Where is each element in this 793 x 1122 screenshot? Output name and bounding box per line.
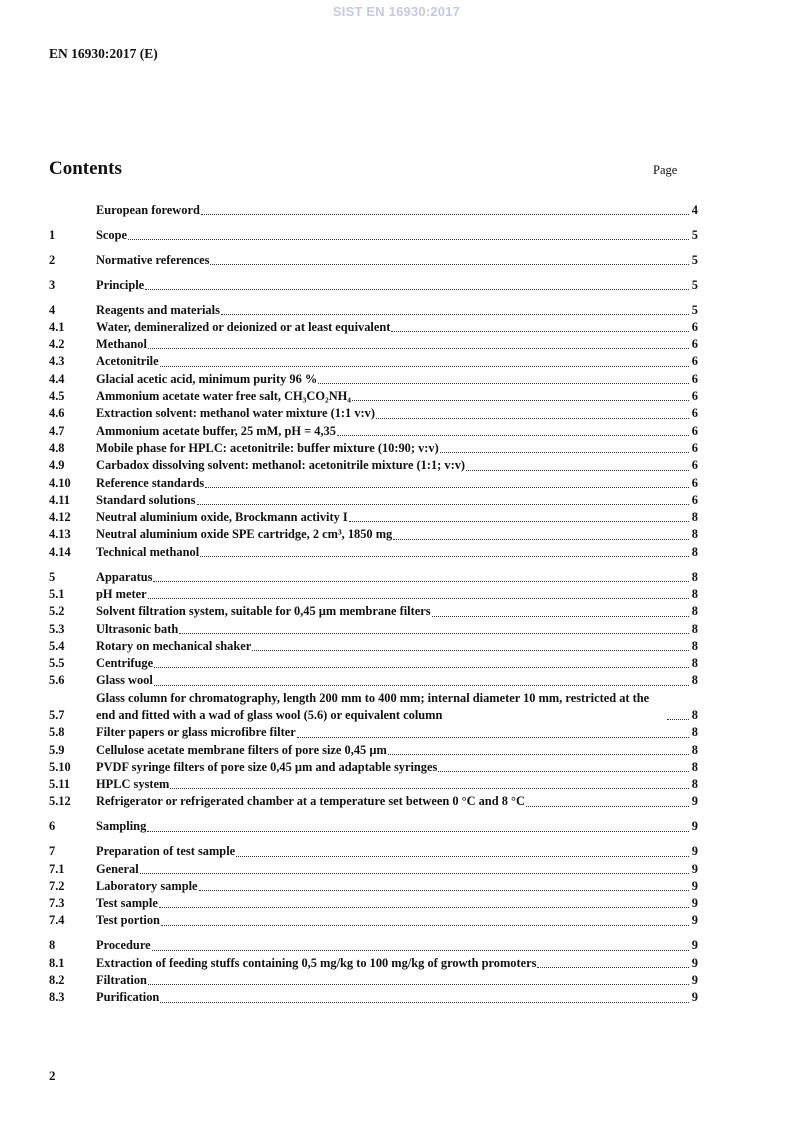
toc-entry[interactable] [49,603,698,620]
toc-dot-leader [179,633,689,634]
toc-entry-title: Carbadox dissolving solvent: methanol: acetonitrile mixture (1:1; v:v) [96,458,466,473]
toc-entry-number: 5 [49,569,56,584]
toc-entry-number: 4.7 [49,423,65,438]
toc-entry[interactable] [49,544,698,561]
toc-entry-page: 6 [691,423,698,438]
toc-dot-leader [388,754,689,755]
toc-entry-title: Normative references [96,252,210,267]
toc-entry-title: Neutral aluminium oxide, Brockmann activity I [96,510,348,525]
toc-entry[interactable] [49,621,698,638]
toc-entry-page: 8 [691,777,698,792]
toc-entry-title: General [96,861,139,876]
toc-entry[interactable] [49,818,698,835]
toc-entry-page: 6 [691,475,698,490]
toc-entry[interactable] [49,509,698,526]
toc-entry-page: 6 [691,458,698,473]
toc-entry-title: Preparation of test sample [96,844,236,859]
toc-dot-leader [297,737,689,738]
toc-entry-page: 6 [691,354,698,369]
toc-dot-leader [201,214,689,215]
toc-entry-page: 8 [691,510,698,525]
toc-dot-leader [432,616,689,617]
toc-entry[interactable] [49,937,698,954]
toc-dot-leader [318,383,689,384]
toc-entry-title: Purification [96,990,160,1005]
toc-section-group [49,202,698,219]
toc-dot-leader [440,452,689,453]
toc-entry-number: 5.8 [49,725,65,740]
toc-entry[interactable] [49,388,698,405]
toc-entry-page: 9 [691,878,698,893]
toc-entry-title: Scope [96,227,127,242]
toc-entry-number: 8.2 [49,972,65,987]
toc-entry[interactable] [49,526,698,543]
toc-entry[interactable] [49,440,698,457]
toc-entry-number: 4.12 [49,510,71,525]
toc-entry-page: 6 [691,389,698,404]
toc-entry[interactable] [49,319,698,336]
toc-entry[interactable] [49,423,698,440]
toc-dot-leader [391,331,689,332]
toc-dot-leader [466,470,689,471]
toc-dot-leader [153,581,689,582]
toc-entry[interactable] [49,302,698,319]
toc-entry[interactable] [49,972,698,989]
toc-dot-leader [154,667,689,668]
toc-entry-title: Extraction of feeding stuffs containing 0,5 mg/kg to 100 mg/kg of growth promoters [96,955,537,970]
toc-entry-page: 8 [691,544,698,559]
toc-entry-number: 4.4 [49,371,65,386]
toc-entry-page: 8 [691,725,698,740]
toc-entry-page: 8 [691,707,698,722]
toc-entry-number: 5.4 [49,638,65,653]
toc-entry-number: 4.3 [49,354,65,369]
toc-entry-title: Reference standards [96,475,205,490]
toc-entry-number: 4.9 [49,458,65,473]
toc-entry-page: 9 [691,955,698,970]
toc-entry-number: 8.1 [49,955,65,970]
toc-dot-leader [128,239,689,240]
page-number: 2 [49,1068,56,1083]
toc-entry-page: 6 [691,371,698,386]
toc-entry[interactable] [49,227,698,244]
toc-entry-number: 5.7 [49,707,65,722]
toc-entry-title: Glass column for chromatography, length 200 mm to 400 mm; internal diameter 10 mm, restricted at the end and fitted with a wad of glass wool (5.6) or equivalent column [96,690,650,722]
table-of-contents [49,202,698,1014]
toc-entry-number: 4.10 [49,475,71,490]
toc-entry-page: 6 [691,337,698,352]
toc-dot-leader [667,719,689,720]
toc-entry-number: 6 [49,819,56,834]
toc-dot-leader [148,598,689,599]
toc-dot-leader [537,967,689,968]
toc-entry-number: 7.4 [49,913,65,928]
toc-entry-page: 9 [691,938,698,953]
toc-entry-title: Centrifuge [96,656,154,671]
toc-entry[interactable] [49,989,698,1006]
toc-entry[interactable] [49,655,698,672]
toc-entry-number: 4.14 [49,544,71,559]
toc-entry-number: 5.12 [49,794,71,809]
toc-entry[interactable] [49,336,698,353]
toc-dot-leader [205,487,689,488]
toc-entry-page: 8 [691,527,698,542]
toc-dot-leader [393,539,689,540]
toc-entry-title: Technical methanol [96,544,200,559]
toc-dot-leader [160,366,689,367]
toc-entry-title: Water, demineralized or deionized or at least equivalent [96,319,391,334]
toc-entry-title: Ammonium acetate water free salt, CH₃CO₂NH₄ [96,389,351,404]
toc-entry-title: Standard solutions [96,492,196,507]
toc-entry-title: Mobile phase for HPLC: acetonitrile: buffer mixture (10:90; v:v) [96,440,439,455]
toc-entry-page: 4 [691,203,698,217]
toc-entry[interactable] [49,371,698,388]
toc-entry-number: 7 [49,844,56,859]
toc-entry[interactable] [49,569,698,586]
toc-entry-page: 8 [691,759,698,774]
toc-section-group [49,843,698,929]
toc-dot-leader [337,435,689,436]
toc-entry-page: 8 [691,656,698,671]
toc-dot-leader [210,264,689,265]
toc-entry-title: Laboratory sample [96,878,198,893]
toc-section-group [49,569,698,811]
toc-entry[interactable] [49,742,698,759]
toc-entry-page: 6 [691,492,698,507]
toc-dot-leader [252,650,689,651]
toc-entry[interactable] [49,690,698,725]
toc-section-group [49,937,698,1006]
document-id-header: EN 16930:2017 (E) [49,46,158,61]
toc-entry-page: 5 [691,277,698,292]
toc-entry[interactable] [49,252,698,269]
toc-entry-title: Neutral aluminium oxide SPE cartridge, 2 cm³, 1850 mg [96,527,393,542]
toc-entry-page: 9 [691,861,698,876]
toc-dot-leader [159,907,689,908]
toc-entry-number: 4.2 [49,337,65,352]
toc-entry[interactable] [49,672,698,689]
toc-entry[interactable] [49,793,698,810]
toc-entry-title: Refrigerator or refrigerated chamber at a temperature set between 0 °C and 8 °C [96,794,525,809]
toc-dot-leader [145,289,689,290]
toc-entry-title: Apparatus [96,569,153,584]
toc-entry-number: 4.6 [49,406,65,421]
toc-entry-number: 2 [49,252,56,267]
toc-entry-page: 5 [691,252,698,267]
toc-entry-number: 5.11 [49,777,70,792]
toc-section-group [49,277,698,294]
toc-entry-number: 7.2 [49,878,65,893]
toc-entry[interactable] [49,895,698,912]
toc-dot-leader [526,806,689,807]
toc-entry-title: Solvent filtration system, suitable for 0,45 µm membrane filters [96,604,431,619]
toc-dot-leader [376,418,689,419]
toc-entry-page: 6 [691,319,698,334]
toc-dot-leader [197,504,689,505]
page-column-label: Page [653,163,678,177]
toc-entry[interactable] [49,912,698,929]
toc-entry-number: 4.8 [49,440,65,455]
toc-dot-leader [154,685,689,686]
toc-entry-title: Filtration [96,972,147,987]
toc-entry-title: Procedure [96,938,151,953]
toc-dot-leader [161,925,689,926]
toc-entry[interactable] [49,405,698,422]
toc-entry-number: 5.5 [49,656,65,671]
toc-section-group [49,818,698,835]
toc-entry-title: Sampling [96,819,147,834]
toc-dot-leader [221,314,689,315]
toc-entry-number: 3 [49,277,56,292]
toc-entry-page: 9 [691,990,698,1005]
toc-entry-page: 9 [691,913,698,928]
toc-entry-number: 7.3 [49,896,65,911]
toc-entry-number: 4.1 [49,319,65,334]
toc-section-group [49,252,698,269]
toc-entry[interactable] [49,843,698,860]
toc-entry-title: Ammonium acetate buffer, 25 mM, pH = 4,35 [96,423,336,438]
toc-entry-number: 4.11 [49,492,70,507]
toc-dot-leader [148,984,689,985]
toc-entry-title: Test sample [96,896,158,911]
toc-entry[interactable] [49,492,698,509]
toc-section-group [49,302,698,561]
toc-dot-leader [140,873,689,874]
toc-entry-title: European foreword [96,203,200,217]
toc-dot-leader [148,348,689,349]
toc-entry-number: 8.3 [49,990,65,1005]
toc-entry-page: 9 [691,794,698,809]
toc-entry-page: 9 [691,972,698,987]
toc-dot-leader [349,521,689,522]
toc-entry[interactable] [49,586,698,603]
toc-entry-title: Acetonitrile [96,354,159,369]
toc-section-group [49,227,698,244]
toc-entry-page: 9 [691,819,698,834]
toc-entry-title: Rotary on mechanical shaker [96,638,252,653]
toc-entry-page: 9 [691,844,698,859]
toc-entry-number: 4.5 [49,389,65,404]
toc-entry[interactable] [49,861,698,878]
toc-entry-title: Test portion [96,913,160,928]
toc-entry-page: 5 [691,227,698,242]
toc-entry[interactable] [49,353,698,370]
toc-entry[interactable] [49,277,698,294]
toc-dot-leader [438,771,689,772]
toc-dot-leader [200,556,689,557]
toc-entry-title: Ultrasonic bath [96,621,179,636]
toc-entry-title: Reagents and materials [96,302,220,317]
toc-entry-title: Glacial acetic acid, minimum purity 96 % [96,371,318,386]
toc-entry[interactable] [49,202,698,219]
toc-entry-number: 5.1 [49,586,65,601]
toc-entry[interactable] [49,759,698,776]
toc-dot-leader [352,400,689,401]
toc-dot-leader [147,831,689,832]
toc-entry-page: 8 [691,638,698,653]
toc-dot-leader [170,788,689,789]
toc-entry-title: Glass wool [96,673,153,688]
toc-entry-number: 5.10 [49,759,71,774]
toc-entry[interactable] [49,776,698,793]
toc-entry[interactable] [49,638,698,655]
toc-entry-number: 5.2 [49,604,65,619]
toc-dot-leader [236,856,689,857]
toc-entry-title: Methanol [96,337,147,352]
toc-entry-page: 5 [691,302,698,317]
toc-entry-page: 6 [691,440,698,455]
toc-entry[interactable] [49,955,698,972]
toc-entry-page: 8 [691,742,698,757]
toc-entry-page: 8 [691,604,698,619]
toc-entry-number: 1 [49,227,56,242]
toc-dot-leader [152,950,689,951]
toc-entry-page: 8 [691,569,698,584]
toc-entry-title: Principle [96,277,145,292]
toc-entry-title: PVDF syringe filters of pore size 0,45 µm and adaptable syringes [96,759,438,774]
toc-entry-page: 9 [691,896,698,911]
toc-entry-page: 8 [691,586,698,601]
toc-entry-page: 8 [691,673,698,688]
toc-dot-leader [160,1002,689,1003]
toc-entry-title: Filter papers or glass microfibre filter [96,725,296,740]
toc-entry-number: 5.9 [49,742,65,757]
toc-entry-number: 8 [49,938,56,953]
toc-entry-title: pH meter [96,586,147,601]
toc-entry-number: 5.3 [49,621,65,636]
toc-entry[interactable] [49,475,698,492]
toc-entry-number: 7.1 [49,861,65,876]
contents-heading: Contents [49,158,122,179]
toc-entry-number: 4.13 [49,527,71,542]
toc-entry-title: HPLC system [96,777,170,792]
toc-entry-page: 6 [691,406,698,421]
toc-entry-title: Cellulose acetate membrane filters of pore size 0,45 µm [96,742,387,757]
toc-entry-title: Extraction solvent: methanol water mixture (1:1 v:v) [96,406,375,421]
watermark-text: SIST EN 16930:2017 [332,4,461,19]
toc-entry-number: 4 [49,302,56,317]
toc-entry[interactable] [49,878,698,895]
toc-entry[interactable] [49,457,698,474]
toc-dot-leader [199,890,689,891]
toc-entry-number: 5.6 [49,673,65,688]
toc-entry[interactable] [49,724,698,741]
toc-entry-page: 8 [691,621,698,636]
